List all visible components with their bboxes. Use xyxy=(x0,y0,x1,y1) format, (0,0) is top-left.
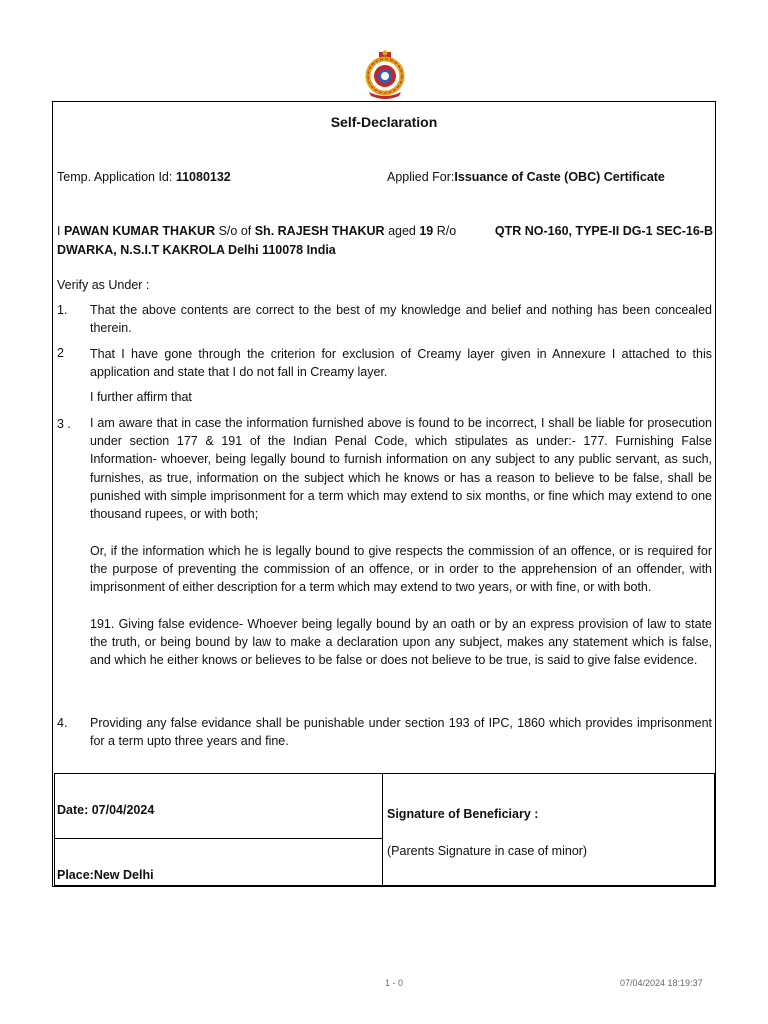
date-field: Date: 07/04/2024 xyxy=(57,803,155,817)
application-id-label: Temp. Application Id: xyxy=(57,170,176,184)
declarant-pronoun: I xyxy=(57,224,64,238)
verify-heading: Verify as Under : xyxy=(57,278,150,292)
application-id-value: 11080132 xyxy=(175,170,231,184)
signature-table-divider xyxy=(382,773,383,886)
place-field: Place:New Delhi xyxy=(57,868,154,882)
item-4-number: 4. xyxy=(57,716,68,730)
resident-of-text: R/o xyxy=(433,224,457,238)
applied-for-label: Applied For: xyxy=(387,170,455,184)
item-4-text: Providing any false evidance shall be punishable under section 193 of IPC, 1860 which provides imprisonment for a term upto three years and fine. xyxy=(90,716,712,749)
aged-text: aged xyxy=(384,224,420,238)
applied-for-line xyxy=(387,170,665,184)
print-timestamp: 07/04/2024 18:19:37 xyxy=(620,978,703,988)
item-3-paragraph-1: I am aware that in case the information furnished above is found to be incorrect, I shall be liable for prosecution under section 177 & 191 of the Indian Penal Code, which stipulates as under:- 177. Furnishing False Information- whoever, being legally bound to furnish information on any subject to any public servant, as such, furnishes, as true, information on the subject which he knows or has a reason to believe to be false, shall be punished with simple imprisonment for a term which may extend to six months, or fine which may extend to one thousand rupees, or with both; xyxy=(90,416,712,522)
signature-label: Signature of Beneficiary : xyxy=(387,807,539,821)
declarant-statement xyxy=(57,222,713,260)
father-name: Sh. RAJESH THAKUR xyxy=(254,224,385,238)
parents-signature-note: (Parents Signature in case of minor) xyxy=(387,844,588,858)
item-1-number: 1. xyxy=(57,303,68,317)
date-place-divider xyxy=(54,838,383,839)
item-1-text: That the above contents are correct to the best of my knowledge and belief and nothing has been concealed therein. xyxy=(90,303,712,336)
son-of-text: S/o of xyxy=(215,224,255,238)
item-2-text: That I have gone through the criterion for exclusion of Creamy layer given in Annexure I attached to this application and state that I do not fall in Creamy layer. xyxy=(90,347,712,380)
address-line-1: QTR NO-160, TYPE-II DG-1 SEC-16-B xyxy=(494,224,713,238)
item-3-paragraph-3: 191. Giving false evidence- Whoever being legally bound by an oath or by an express provision of law to state the truth, or being bound by law to make a declaration upon any subject, makes any statement which is false, and which he either knows or believes to be false or does not believe to be true, is said to give false evidence. xyxy=(90,617,712,668)
application-id-line xyxy=(57,170,231,184)
further-affirm-text: I further affirm that xyxy=(90,390,192,404)
page-title: Self-Declaration xyxy=(330,114,438,130)
item-3-number: 3 . xyxy=(57,417,71,431)
item-2-number: 2 xyxy=(57,346,64,360)
police-emblem-logo xyxy=(359,50,411,100)
item-3-paragraph-2: Or, if the information which he is legally bound to give respects the commission of an offence, or is required for the purpose of preventing the commission of an offence, or in order to the apprehension of an offender, with imprisonment of either description for a term which may extend to two years, or with fine, or with both. xyxy=(90,544,712,595)
page-number: 1 - 0 xyxy=(385,978,404,988)
declarant-name: PAWAN KUMAR THAKUR xyxy=(63,224,216,238)
applied-for-value: Issuance of Caste (OBC) Certificate xyxy=(454,170,665,184)
address-line-2: DWARKA, N.S.I.T KAKROLA Delhi 110078 India xyxy=(57,243,336,257)
declarant-age: 19 xyxy=(419,224,434,238)
